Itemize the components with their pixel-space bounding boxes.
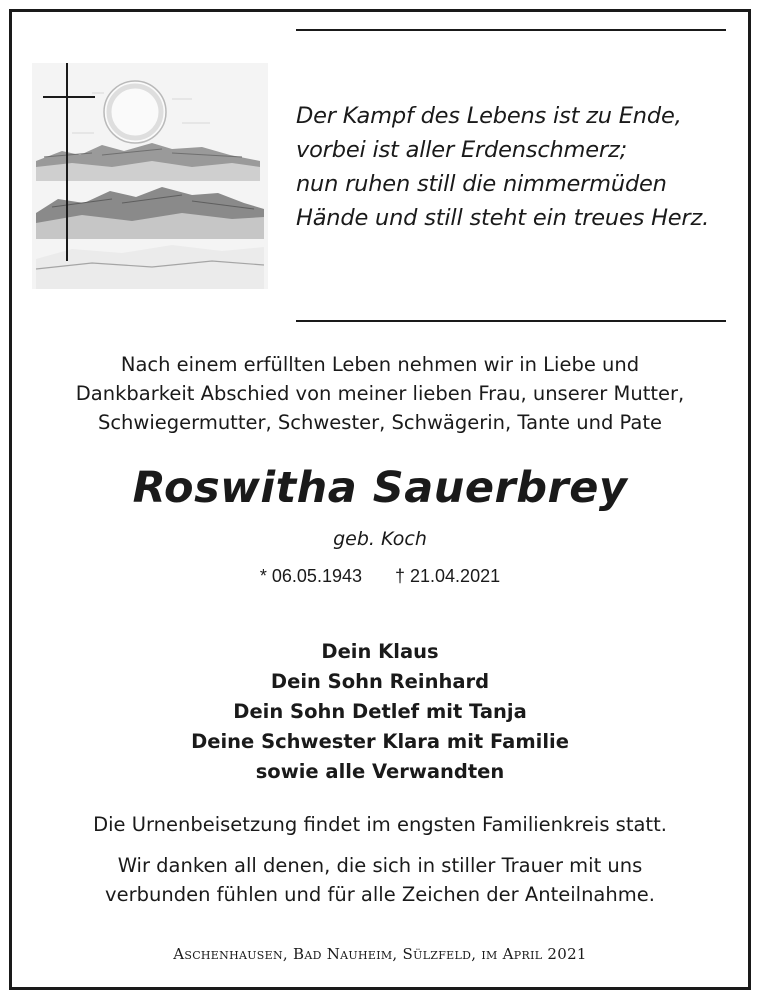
poem-line: Hände und still steht ein treues Herz.	[296, 205, 710, 231]
poem-line: nun ruhen still die nimmermüden	[296, 171, 667, 197]
intro-line: Schwiegermutter, Schwester, Schwägerin, Tante und Pate	[97, 411, 663, 434]
place-and-date: Aschenhausen, Bad Nauheim, Sülzfeld, im April 2021	[173, 945, 587, 963]
mourner-line: Deine Schwester Klara mit Familie	[191, 730, 569, 753]
mourner-line: Dein Sohn Reinhard	[270, 670, 490, 693]
bottom-rule	[296, 320, 726, 322]
maiden-name: geb. Koch	[333, 528, 427, 550]
poem-line: Der Kampf des Lebens ist zu Ende,	[296, 103, 682, 129]
deceased-name: Roswitha Sauerbrey	[132, 463, 628, 513]
thanks-line: Wir danken all denen, die sich in stiller Trauer mit uns	[117, 854, 643, 877]
cross-and-sun-over-mountains-icon	[32, 63, 268, 289]
thanks-text	[0, 851, 760, 909]
intro-line: Nach einem erfüllten Leben nehmen wir in Liebe und	[120, 353, 640, 376]
intro-line: Dankbarkeit Abschied von meiner lieben Frau, unserer Mutter,	[75, 382, 685, 405]
poem-line: vorbei ist aller Erdenschmerz;	[296, 137, 627, 163]
memorial-poem	[296, 99, 736, 235]
mourners-list	[0, 637, 760, 787]
mourner-line: Dein Klaus	[321, 640, 439, 663]
life-dates	[0, 566, 760, 587]
birth-date: * 06.05.1943	[259, 566, 362, 586]
thanks-line: verbunden fühlen und für alle Zeichen der Anteilnahme.	[105, 883, 655, 906]
mourner-line: sowie alle Verwandten	[255, 760, 505, 783]
intro-text	[0, 350, 760, 437]
death-date: † 21.04.2021	[395, 566, 501, 586]
top-rule	[296, 29, 726, 31]
mourner-line: Dein Sohn Detlef mit Tanja	[233, 700, 527, 723]
funeral-note: Die Urnenbeisetzung findet im engsten Familienkreis statt.	[93, 813, 667, 836]
